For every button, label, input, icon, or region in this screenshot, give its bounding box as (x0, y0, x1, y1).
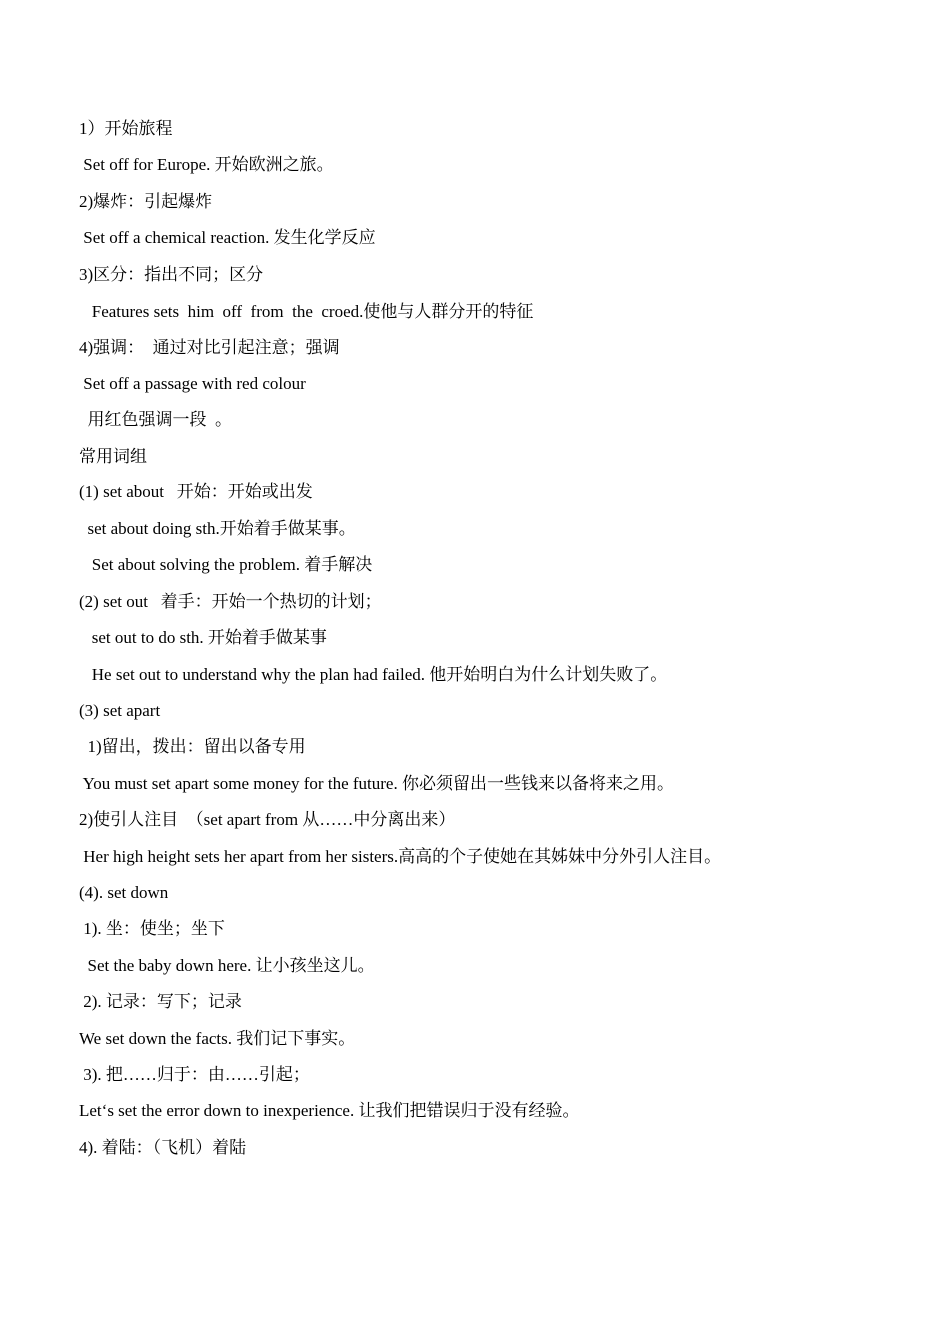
text-line: (4). set down (79, 883, 169, 902)
text-line: 1）开始旅程 (79, 119, 173, 138)
text-line: 2). 记录：写下；记录 (79, 992, 242, 1011)
text-line: 3). 把……归于：由……引起； (79, 1065, 310, 1084)
text-line: 1)留出，拨出：留出以备专用 (79, 737, 306, 756)
text-line: Set about solving the problem. 着手解决 (79, 555, 373, 574)
text-line: 1). 坐：使坐；坐下 (79, 919, 225, 938)
text-line: 3)区分：指出不同；区分 (79, 265, 264, 284)
text-line: 4). 着陆：（飞机）着陆 (79, 1138, 247, 1157)
text-line: set out to do sth. 开始着手做某事 (79, 628, 327, 647)
text-line: (3) set apart (79, 701, 161, 720)
text-line: Set the baby down here. 让小孩坐这儿。 (79, 956, 375, 975)
text-line: Set off a chemical reaction. 发生化学反应 (79, 228, 376, 247)
text-line: (1) set about 开始：开始或出发 (79, 482, 313, 501)
section-heading: 常用词组 (79, 447, 147, 466)
text-line: 用红色强调一段 。 (79, 410, 232, 429)
text-line: He set out to understand why the plan had failed. 他开始明白为什么计划失败了。 (79, 665, 668, 684)
text-line: 2)使引人注目 （set apart from 从……中分离出来） (79, 810, 456, 829)
text-line: We set down the facts. 我们记下事实。 (79, 1029, 356, 1048)
text-line: Set off for Europe. 开始欧洲之旅。 (79, 155, 334, 174)
text-line: Let‘s set the error down to inexperience. 让我们把错误归于没有经验。 (79, 1101, 580, 1120)
text-line: (2) set out 着手：开始一个热切的计划； (79, 592, 382, 611)
text-line: You must set apart some money for the future. 你必须留出一些钱来以备将来之用。 (79, 774, 674, 793)
text-line: Set off a passage with red colour (79, 374, 306, 393)
text-line: set about doing sth.开始着手做某事。 (79, 519, 356, 538)
text-line: 4)强调： 通过对比引起注意；强调 (79, 338, 340, 357)
text-line: Features sets him off from the croed.使他与人群分开的特征 (79, 302, 534, 321)
text-line: Her high height sets her apart from her sisters.高高的个子使她在其姊妹中分外引人注目。 (79, 847, 722, 866)
text-line: 2)爆炸：引起爆炸 (79, 192, 213, 211)
